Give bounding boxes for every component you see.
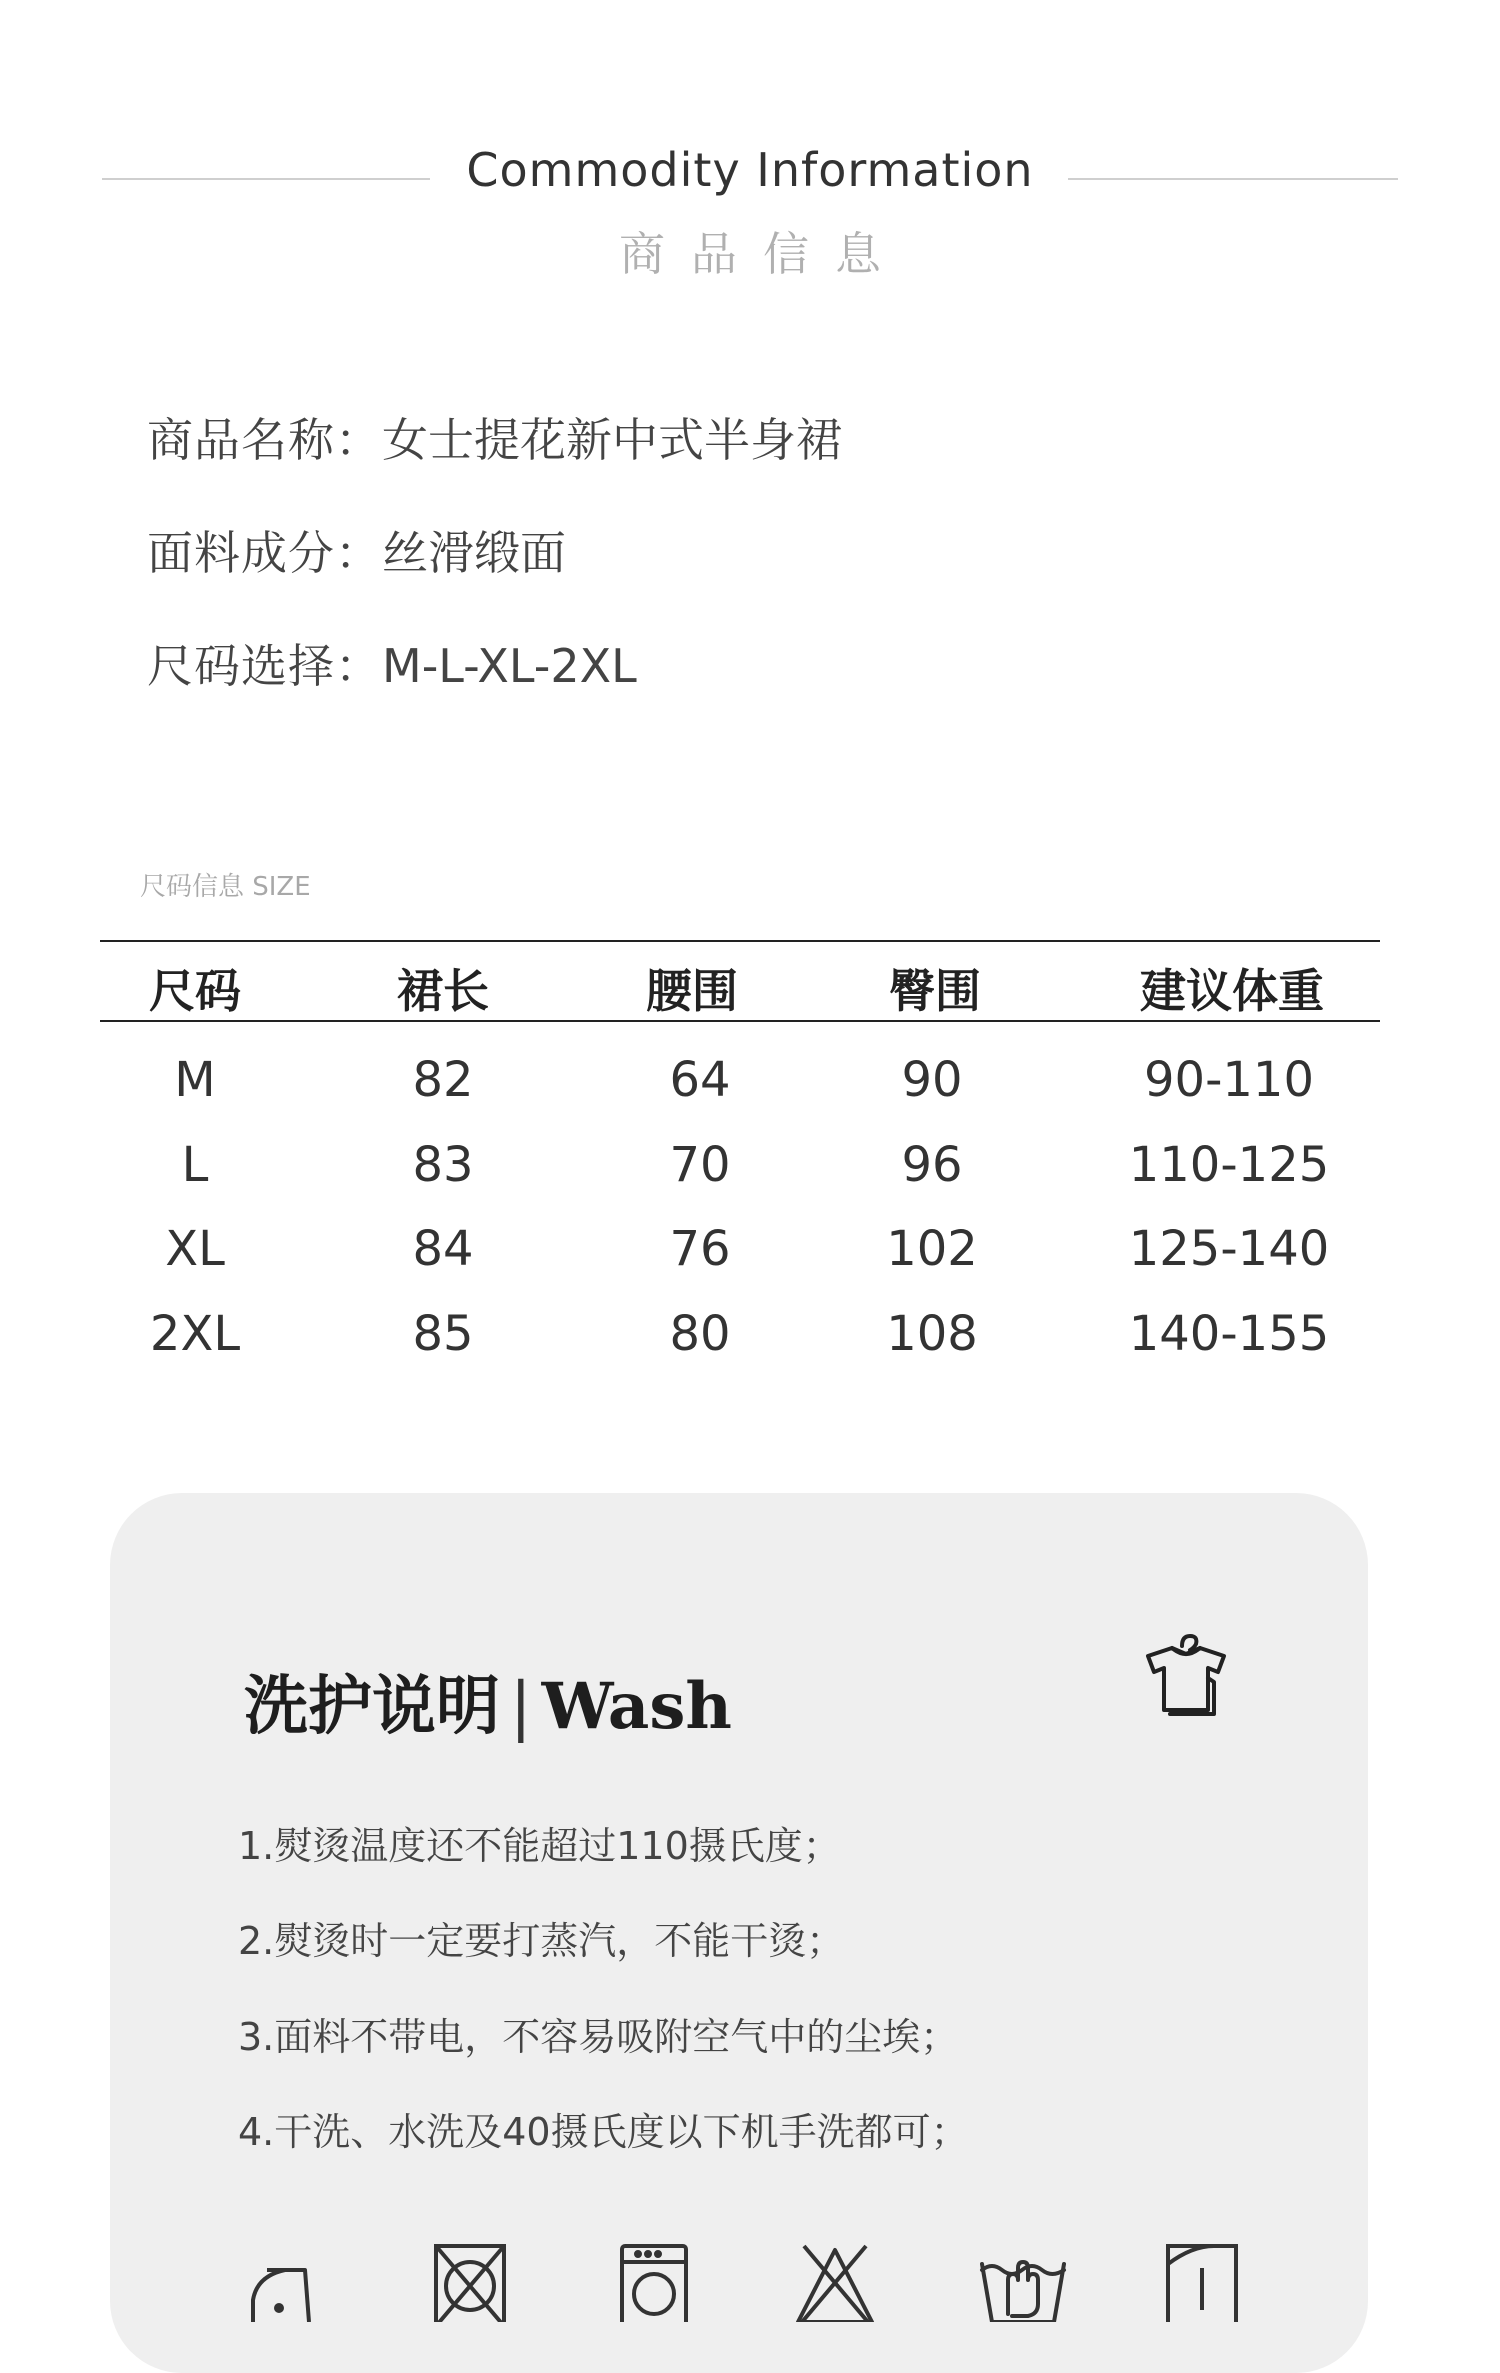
table-cell: 110-125 [1128, 1137, 1330, 1193]
table-cell: M [174, 1052, 216, 1108]
table-top-rule [100, 940, 1380, 942]
shirt-hanger-icon [1142, 1630, 1230, 1716]
table-header-cell: 臀围 [889, 964, 981, 1018]
info-row-fabric [147, 517, 566, 583]
info-key: 尺码选择： [147, 639, 382, 693]
hand-wash-icon [978, 2244, 1068, 2322]
table-header-cell: 尺码 [149, 964, 241, 1018]
table-cell: 85 [412, 1306, 474, 1362]
care-item: 3.面料不带电，不容易吸附空气中的尘埃； [238, 2015, 959, 2059]
table-cell: 140-155 [1128, 1306, 1330, 1362]
no-bleach-icon [792, 2240, 878, 2322]
info-key: 商品名称： [147, 413, 382, 467]
info-row-name [147, 404, 842, 470]
care-item: 4.干洗、水洗及40摄氏度以下机手洗都可； [238, 2110, 969, 2154]
iron-icon [245, 2236, 321, 2322]
info-value: 丝滑缎面 [382, 526, 566, 580]
care-item: 2.熨烫时一定要打蒸汽，不能干烫； [238, 1919, 845, 1963]
table-cell: 83 [412, 1137, 474, 1193]
table-cell: 76 [669, 1221, 731, 1277]
care-title-separator: | [510, 1670, 532, 1744]
table-cell: 70 [669, 1137, 731, 1193]
table-cell: 125-140 [1128, 1221, 1330, 1277]
table-header-cell: 腰围 [646, 964, 738, 1018]
table-cell: L [181, 1137, 209, 1193]
info-value: 女士提花新中式半身裙 [382, 413, 842, 467]
size-caption: 尺码信息 SIZE [140, 872, 311, 902]
care-title-cn: 洗护说明 [244, 1670, 500, 1744]
table-cell: 2XL [149, 1306, 241, 1362]
table-cell: 90-110 [1143, 1052, 1314, 1108]
care-item: 1.熨烫温度还不能超过110摄氏度； [238, 1824, 841, 1868]
page-subtitle: 商品信息 [619, 227, 907, 281]
table-cell: 80 [669, 1306, 731, 1362]
info-key: 面料成分： [147, 526, 382, 580]
no-tumble-dry-icon [430, 2240, 510, 2322]
table-cell: 64 [669, 1052, 731, 1108]
table-cell: 90 [901, 1052, 963, 1108]
info-row-sizes [147, 630, 637, 696]
table-cell: 82 [412, 1052, 474, 1108]
care-title-en: Wash [541, 1669, 732, 1744]
washing-machine-icon [616, 2240, 692, 2322]
table-header-cell: 建议体重 [1140, 964, 1324, 1018]
table-cell: 102 [886, 1221, 978, 1277]
page-title: Commodity Information [466, 143, 1034, 197]
table-header-cell: 裙长 [397, 964, 489, 1018]
table-cell: XL [165, 1221, 225, 1277]
table-cell: 96 [901, 1137, 963, 1193]
info-value: M-L-XL-2XL [382, 639, 637, 693]
table-cell: 84 [412, 1221, 474, 1277]
table-cell: 108 [886, 1306, 978, 1362]
line-dry-icon [1162, 2240, 1242, 2322]
care-title [244, 1655, 732, 1747]
